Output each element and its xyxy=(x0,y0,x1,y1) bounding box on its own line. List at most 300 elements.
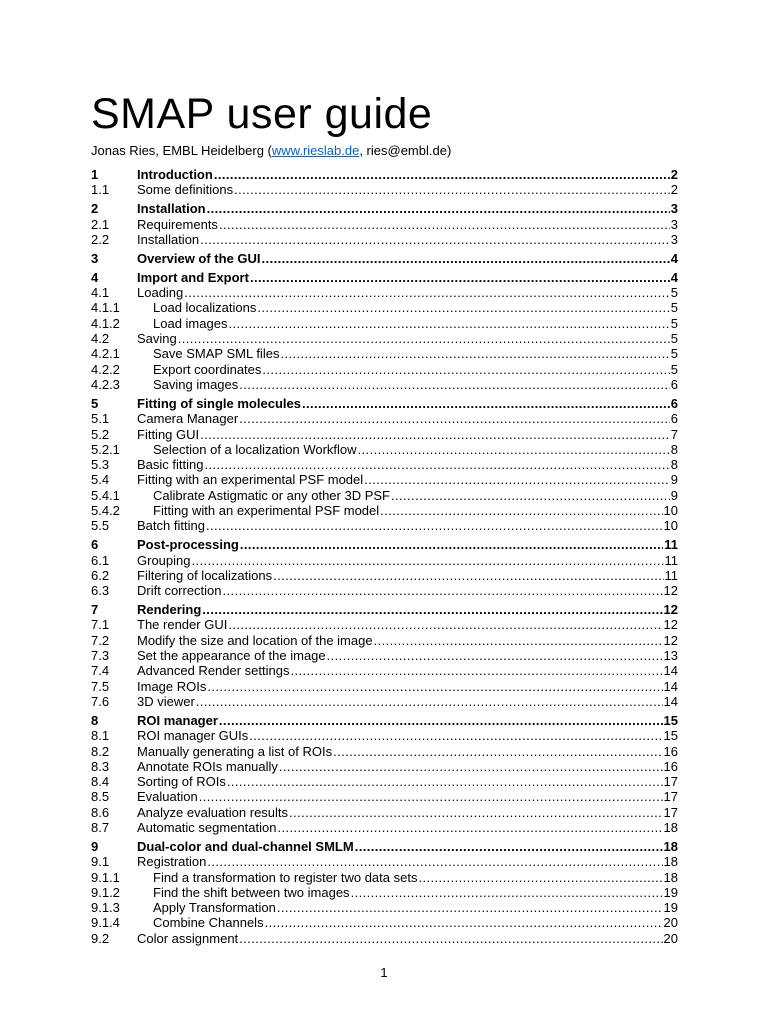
toc-entry-title: Overview of the GUI xyxy=(137,250,261,266)
toc-entry-number: 4.2.2 xyxy=(91,361,120,377)
toc-entry-title: Modify the size and location of the image xyxy=(137,632,373,648)
toc-entry-number: 2.2 xyxy=(91,231,110,247)
toc-entry-page: 4 xyxy=(670,269,678,285)
toc-entry-number: 6.3 xyxy=(91,583,110,599)
toc-chapter-entry[interactable] xyxy=(91,270,678,285)
toc-entry-page: 19 xyxy=(663,900,678,916)
toc-entry-line xyxy=(137,617,678,632)
toc-entry-line xyxy=(153,900,678,915)
toc-entry-page: 3 xyxy=(670,216,678,232)
toc-entry-number: 5.5 xyxy=(91,518,110,534)
toc-section-entry[interactable] xyxy=(91,217,678,232)
toc-dot-leader xyxy=(391,488,670,503)
toc-entry-number: 7.6 xyxy=(91,693,110,709)
toc-entry-page: 12 xyxy=(663,617,678,633)
toc-entry-page: 18 xyxy=(663,819,678,835)
author-line xyxy=(91,143,451,159)
toc-dot-leader xyxy=(178,331,670,346)
toc-entry-line xyxy=(137,553,678,568)
toc-entry-title: Import and Export xyxy=(137,269,249,285)
toc-entry-title: Apply Transformation xyxy=(153,900,276,916)
toc-section-entry[interactable] xyxy=(91,820,678,835)
toc-entry-number: 5.3 xyxy=(91,457,110,473)
toc-entry-page: 14 xyxy=(663,693,678,709)
toc-entry-title: Calibrate Astigmatic or any other 3D PSF xyxy=(153,487,390,503)
toc-entry-page: 12 xyxy=(663,583,678,599)
toc-dot-leader xyxy=(239,377,669,392)
toc-section-entry[interactable] xyxy=(91,728,678,743)
toc-entry-number: 5.4.1 xyxy=(91,487,120,503)
toc-entry-number: 9.2 xyxy=(91,930,110,946)
toc-dot-leader xyxy=(184,285,669,300)
toc-entry-title: Batch fitting xyxy=(137,518,205,534)
toc-section-entry[interactable] xyxy=(91,583,678,598)
toc-entry-line xyxy=(137,232,678,247)
toc-section-entry[interactable] xyxy=(91,331,678,346)
toc-entry-line xyxy=(137,820,678,835)
toc-entry-line xyxy=(153,488,678,503)
toc-entry-title: Fitting GUI xyxy=(137,426,200,442)
toc-entry-number: 5.2.1 xyxy=(91,441,120,457)
toc-entry-page: 20 xyxy=(663,915,678,931)
toc-entry-page: 18 xyxy=(663,838,678,854)
toc-entry-page: 12 xyxy=(663,602,678,618)
toc-entry-number: 8.1 xyxy=(91,728,110,744)
toc-dot-leader xyxy=(355,839,663,854)
website-link[interactable]: www.rieslab.de xyxy=(271,143,360,158)
toc-section-entry[interactable] xyxy=(91,427,678,442)
toc-entry-page: 10 xyxy=(663,518,678,534)
toc-entry-title: Camera Manager xyxy=(137,411,239,427)
toc-entry-number: 8.4 xyxy=(91,774,110,790)
toc-entry-page: 5 xyxy=(670,285,678,301)
toc-entry-number: 1.1 xyxy=(91,182,110,198)
toc-dot-leader xyxy=(191,553,663,568)
toc-section-entry[interactable] xyxy=(91,362,678,377)
toc-entry-title: Image ROIs xyxy=(137,678,207,694)
toc-entry-number: 5.4.2 xyxy=(91,502,120,518)
toc-entry-page: 6 xyxy=(670,411,678,427)
toc-dot-leader xyxy=(302,396,670,411)
toc-section-entry[interactable] xyxy=(91,182,678,197)
toc-entry-line xyxy=(137,839,678,854)
toc-entry-title: Fitting of single molecules xyxy=(137,395,301,411)
toc-chapter-entry[interactable] xyxy=(91,396,678,411)
toc-entry-number: 5.2 xyxy=(91,426,110,442)
toc-entry-title: ROI manager xyxy=(137,712,218,728)
toc-entry-page: 16 xyxy=(663,743,678,759)
toc-entry-page: 3 xyxy=(670,231,678,247)
toc-entry-number: 4.1 xyxy=(91,285,110,301)
toc-entry-page: 18 xyxy=(663,869,678,885)
toc-entry-line xyxy=(137,663,678,678)
toc-dot-leader xyxy=(207,854,662,869)
toc-entry-title: Analyze evaluation results xyxy=(137,804,289,820)
toc-entry-number: 4.2.3 xyxy=(91,376,120,392)
toc-section-entry[interactable] xyxy=(91,568,678,583)
toc-entry-line xyxy=(137,427,678,442)
toc-entry-line xyxy=(153,870,678,885)
toc-chapter-entry[interactable] xyxy=(91,602,678,617)
toc-section-entry[interactable] xyxy=(91,870,678,885)
toc-dot-leader xyxy=(279,759,663,774)
toc-entry-line xyxy=(153,316,678,331)
toc-entry-line xyxy=(137,518,678,533)
toc-entry-page: 9 xyxy=(670,487,678,503)
page-number: 1 xyxy=(380,965,388,980)
toc-entry-line xyxy=(137,648,678,663)
toc-dot-leader xyxy=(234,182,670,197)
toc-dot-leader xyxy=(250,270,670,285)
toc-entry-page: 2 xyxy=(670,182,678,198)
toc-entry-page: 5 xyxy=(670,315,678,331)
toc-entry-number: 8.2 xyxy=(91,743,110,759)
toc-entry-line xyxy=(137,774,678,789)
toc-entry-line xyxy=(137,201,678,216)
toc-entry-number: 7.3 xyxy=(91,648,110,664)
toc-entry-number: 8.7 xyxy=(91,819,110,835)
toc-entry-line xyxy=(137,713,678,728)
toc-entry-page: 5 xyxy=(670,361,678,377)
toc-entry-page: 5 xyxy=(670,346,678,362)
toc-entry-line xyxy=(153,503,678,518)
toc-entry-page: 10 xyxy=(663,502,678,518)
toc-section-entry[interactable] xyxy=(91,694,678,709)
toc-dot-leader xyxy=(364,472,670,487)
toc-entry-title: Installation xyxy=(137,201,206,217)
toc-entry-number: 5 xyxy=(91,395,99,411)
toc-dot-leader xyxy=(418,870,662,885)
toc-dot-leader xyxy=(206,518,663,533)
toc-dot-leader xyxy=(219,217,670,232)
toc-entry-number: 6 xyxy=(91,537,99,553)
toc-dot-leader xyxy=(239,931,662,946)
toc-entry-number: 9.1.4 xyxy=(91,915,120,931)
toc-entry-number: 8.5 xyxy=(91,789,110,805)
toc-entry-line xyxy=(137,537,678,552)
toc-dot-leader xyxy=(257,300,669,315)
toc-entry-title: Drift correction xyxy=(137,583,222,599)
toc-entry-line xyxy=(137,931,678,946)
toc-entry-title: Registration xyxy=(137,854,207,870)
toc-entry-title: Automatic segmentation xyxy=(137,819,277,835)
toc-entry-number: 5.1 xyxy=(91,411,110,427)
toc-chapter-entry[interactable] xyxy=(91,201,678,216)
toc-entry-title: Saving images xyxy=(153,376,239,392)
toc-section-entry[interactable] xyxy=(91,931,678,946)
toc-dot-leader xyxy=(199,789,663,804)
document-title: SMAP user guide xyxy=(91,90,433,138)
toc-entry-page: 15 xyxy=(663,728,678,744)
toc-section-entry[interactable] xyxy=(91,679,678,694)
toc-entry-page: 19 xyxy=(663,884,678,900)
toc-section-entry[interactable] xyxy=(91,488,678,503)
toc-section-entry[interactable] xyxy=(91,789,678,804)
toc-dot-leader xyxy=(280,346,669,361)
toc-entry-title: Loading xyxy=(137,285,184,301)
toc-entry-page: 17 xyxy=(663,774,678,790)
toc-entry-line xyxy=(153,377,678,392)
toc-entry-number: 1 xyxy=(91,167,99,182)
toc-dot-leader xyxy=(202,602,662,617)
toc-section-entry[interactable] xyxy=(91,346,678,361)
toc-dot-leader xyxy=(249,728,662,743)
toc-entry-page: 8 xyxy=(670,457,678,473)
toc-entry-page: 5 xyxy=(670,331,678,347)
toc-section-entry[interactable] xyxy=(91,553,678,568)
toc-dot-leader xyxy=(227,774,663,789)
toc-entry-page: 6 xyxy=(670,395,678,411)
toc-section-entry[interactable] xyxy=(91,232,678,247)
toc-entry-number: 7.2 xyxy=(91,632,110,648)
toc-entry-title: Fitting with an experimental PSF model xyxy=(137,472,364,488)
toc-entry-line xyxy=(153,915,678,930)
toc-entry-page: 17 xyxy=(663,789,678,805)
toc-entry-number: 6.2 xyxy=(91,567,110,583)
toc-entry-page: 12 xyxy=(663,632,678,648)
toc-entry-line xyxy=(137,759,678,774)
toc-entry-page: 13 xyxy=(663,648,678,664)
toc-section-entry[interactable] xyxy=(91,759,678,774)
toc-entry-title: Export coordinates xyxy=(153,361,262,377)
toc-entry-page: 2 xyxy=(670,167,678,182)
toc-entry-line xyxy=(137,411,678,426)
toc-section-entry[interactable] xyxy=(91,518,678,533)
toc-entry-page: 7 xyxy=(670,426,678,442)
toc-dot-leader xyxy=(204,457,669,472)
toc-entry-number: 4.2 xyxy=(91,331,110,347)
toc-dot-leader xyxy=(262,251,670,266)
toc-entry-title: Saving xyxy=(137,331,177,347)
toc-entry-page: 18 xyxy=(663,854,678,870)
toc-entry-line xyxy=(137,583,678,598)
toc-entry-number: 2 xyxy=(91,201,99,217)
toc-entry-line xyxy=(137,270,678,285)
toc-entry-title: Evaluation xyxy=(137,789,198,805)
toc-entry-page: 5 xyxy=(670,300,678,316)
toc-dot-leader xyxy=(228,617,662,632)
toc-entry-title: Grouping xyxy=(137,552,191,568)
toc-entry-line xyxy=(137,457,678,472)
toc-entry-line xyxy=(137,217,678,232)
toc-section-entry[interactable] xyxy=(91,316,678,331)
toc-entry-title: Requirements xyxy=(137,216,218,232)
toc-entry-number: 4.2.1 xyxy=(91,346,120,362)
toc-entry-number: 9.1.2 xyxy=(91,884,120,900)
toc-entry-title: Dual-color and dual-channel SMLM xyxy=(137,838,354,854)
toc-dot-leader xyxy=(327,648,663,663)
toc-entry-line xyxy=(153,362,678,377)
toc-section-entry[interactable] xyxy=(91,774,678,789)
toc-entry-line xyxy=(153,346,678,361)
toc-entry-title: Rendering xyxy=(137,602,202,618)
toc-entry-line xyxy=(137,728,678,743)
toc-entry-line xyxy=(153,442,678,457)
toc-entry-page: 3 xyxy=(670,201,678,217)
toc-dot-leader xyxy=(207,679,662,694)
toc-dot-leader xyxy=(289,805,663,820)
toc-entry-line xyxy=(137,854,678,869)
toc-entry-line xyxy=(137,396,678,411)
toc-entry-number: 3 xyxy=(91,250,99,266)
toc-entry-line xyxy=(137,789,678,804)
toc-entry-line xyxy=(137,679,678,694)
toc-entry-title: 3D viewer xyxy=(137,693,195,709)
toc-dot-leader xyxy=(219,713,663,728)
toc-entry-page: 11 xyxy=(664,552,678,568)
toc-dot-leader xyxy=(228,316,669,331)
toc-entry-number: 2.1 xyxy=(91,216,110,232)
toc-entry-page: 11 xyxy=(664,537,678,553)
toc-entry-title: Selection of a localization Workflow xyxy=(153,441,357,457)
toc-entry-title: Load localizations xyxy=(153,300,257,316)
toc-entry-page: 9 xyxy=(670,472,678,488)
toc-dot-leader xyxy=(380,503,662,518)
toc-entry-number: 8.6 xyxy=(91,804,110,820)
toc-dot-leader xyxy=(277,820,662,835)
toc-dot-leader xyxy=(214,167,670,182)
toc-entry-number: 4.1.1 xyxy=(91,300,120,316)
toc-entry-page: 14 xyxy=(663,663,678,679)
toc-entry-line xyxy=(137,633,678,648)
toc-section-entry[interactable] xyxy=(91,617,678,632)
toc-entry-number: 7.5 xyxy=(91,678,110,694)
toc-dot-leader xyxy=(277,900,663,915)
toc-entry-line xyxy=(153,300,678,315)
toc-entry-number: 8 xyxy=(91,712,99,728)
toc-section-entry[interactable] xyxy=(91,300,678,315)
toc-section-entry[interactable] xyxy=(91,648,678,663)
author-email: , ries@embl.de) xyxy=(359,143,452,158)
toc-entry-title: Save SMAP SML files xyxy=(153,346,280,362)
toc-entry-line xyxy=(137,568,678,583)
toc-entry-page: 16 xyxy=(663,758,678,774)
toc-chapter-entry[interactable] xyxy=(91,839,678,854)
toc-entry-line xyxy=(137,694,678,709)
toc-dot-leader xyxy=(262,362,669,377)
toc-chapter-entry[interactable] xyxy=(91,713,678,728)
toc-entry-line xyxy=(137,744,678,759)
toc-entry-line xyxy=(137,805,678,820)
toc-entry-page: 20 xyxy=(663,930,678,946)
table-of-contents xyxy=(91,167,678,946)
toc-entry-number: 5.4 xyxy=(91,472,110,488)
toc-section-entry[interactable] xyxy=(91,663,678,678)
toc-dot-leader xyxy=(223,583,663,598)
toc-dot-leader xyxy=(351,885,663,900)
toc-dot-leader xyxy=(265,915,663,930)
toc-entry-title: Color assignment xyxy=(137,930,239,946)
toc-entry-title: Load images xyxy=(153,315,228,331)
toc-entry-line xyxy=(137,331,678,346)
toc-entry-line xyxy=(137,472,678,487)
toc-entry-page: 8 xyxy=(670,441,678,457)
toc-section-entry[interactable] xyxy=(91,633,678,648)
toc-section-entry[interactable] xyxy=(91,885,678,900)
toc-section-entry[interactable] xyxy=(91,411,678,426)
toc-dot-leader xyxy=(200,427,670,442)
toc-entry-number: 9 xyxy=(91,838,99,854)
toc-section-entry[interactable] xyxy=(91,915,678,930)
toc-entry-title: Annotate ROIs manually xyxy=(137,758,278,774)
toc-entry-number: 4.1.2 xyxy=(91,315,120,331)
toc-entry-line xyxy=(137,167,678,182)
toc-entry-line xyxy=(153,885,678,900)
toc-entry-title: Basic fitting xyxy=(137,457,204,473)
toc-section-entry[interactable] xyxy=(91,457,678,472)
toc-dot-leader xyxy=(333,744,662,759)
toc-entry-number: 9.1 xyxy=(91,854,110,870)
toc-section-entry[interactable] xyxy=(91,854,678,869)
toc-entry-page: 6 xyxy=(670,376,678,392)
toc-entry-page: 4 xyxy=(670,250,678,266)
toc-entry-number: 9.1.3 xyxy=(91,900,120,916)
toc-section-entry[interactable] xyxy=(91,900,678,915)
toc-entry-title: Manually generating a list of ROIs xyxy=(137,743,333,759)
toc-entry-number: 6.1 xyxy=(91,552,110,568)
toc-entry-page: 17 xyxy=(663,804,678,820)
toc-entry-number: 7.1 xyxy=(91,617,110,633)
toc-chapter-entry[interactable] xyxy=(91,251,678,266)
toc-section-entry[interactable] xyxy=(91,503,678,518)
toc-chapter-entry[interactable] xyxy=(91,167,678,182)
toc-entry-title: Post-processing xyxy=(137,537,239,553)
toc-entry-number: 9.1.1 xyxy=(91,869,120,885)
toc-section-entry[interactable] xyxy=(91,805,678,820)
toc-section-entry[interactable] xyxy=(91,442,678,457)
toc-dot-leader xyxy=(239,411,670,426)
toc-entry-title: Find the shift between two images xyxy=(153,884,350,900)
toc-dot-leader xyxy=(290,663,662,678)
toc-entry-page: 15 xyxy=(663,712,678,728)
toc-chapter-entry[interactable] xyxy=(91,537,678,552)
toc-section-entry[interactable] xyxy=(91,744,678,759)
author-affiliation: Jonas Ries, EMBL Heidelberg ( xyxy=(91,143,272,158)
toc-entry-page: 11 xyxy=(664,567,678,583)
toc-entry-number: 8.3 xyxy=(91,758,110,774)
toc-entry-line xyxy=(137,251,678,266)
toc-entry-title: Find a transformation to register two data sets xyxy=(153,869,418,885)
toc-dot-leader xyxy=(273,568,663,583)
toc-dot-leader xyxy=(358,442,670,457)
toc-entry-line xyxy=(137,285,678,300)
toc-entry-number: 7 xyxy=(91,602,99,618)
toc-entry-title: Set the appearance of the image xyxy=(137,648,326,664)
toc-entry-title: Some definitions xyxy=(137,182,234,198)
toc-entry-title: ROI manager GUIs xyxy=(137,728,249,744)
toc-dot-leader xyxy=(240,537,663,552)
toc-entry-page: 14 xyxy=(663,678,678,694)
toc-entry-title: Installation xyxy=(137,231,200,247)
toc-dot-leader xyxy=(207,201,670,216)
toc-dot-leader xyxy=(374,633,663,648)
toc-dot-leader xyxy=(200,232,670,247)
toc-section-entry[interactable] xyxy=(91,285,678,300)
toc-entry-title: Introduction xyxy=(137,167,213,182)
toc-entry-title: Fitting with an experimental PSF model xyxy=(153,502,380,518)
toc-section-entry[interactable] xyxy=(91,472,678,487)
toc-entry-number: 7.4 xyxy=(91,663,110,679)
toc-entry-title: Advanced Render settings xyxy=(137,663,290,679)
toc-entry-line xyxy=(137,602,678,617)
toc-dot-leader xyxy=(196,694,663,709)
toc-entry-title: Combine Channels xyxy=(153,915,264,931)
toc-entry-number: 4 xyxy=(91,269,99,285)
toc-entry-title: Sorting of ROIs xyxy=(137,774,226,790)
toc-entry-title: Filtering of localizations xyxy=(137,567,273,583)
toc-entry-line xyxy=(137,182,678,197)
toc-section-entry[interactable] xyxy=(91,377,678,392)
